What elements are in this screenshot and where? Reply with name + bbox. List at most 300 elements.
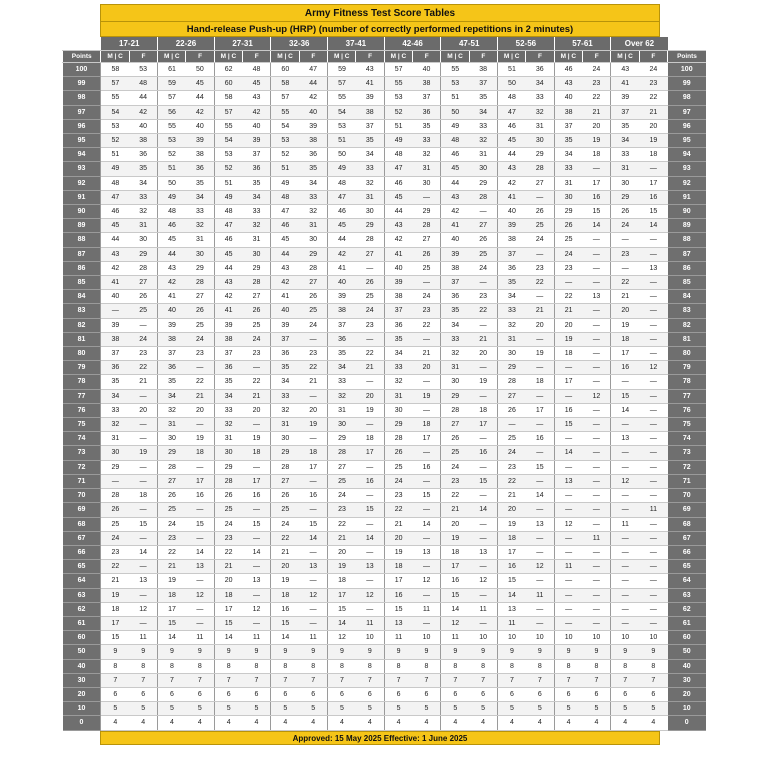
male-value-cell: 23 [101, 545, 129, 559]
male-value-cell: 33 [611, 148, 639, 162]
female-value-cell: — [583, 375, 611, 389]
male-value-cell: 21 [498, 489, 526, 503]
points-cell-left: 20 [63, 687, 101, 701]
table-subtitle: Hand-release Push-up (HRP) (number of correctly performed repetitions in 2 minutes) [100, 21, 660, 37]
female-value-cell: 20 [583, 119, 611, 133]
female-value-cell: 16 [243, 489, 271, 503]
male-value-cell: 39 [271, 318, 299, 332]
male-value-cell: 18 [271, 588, 299, 602]
female-value-cell: 19 [469, 375, 497, 389]
male-value-cell: — [611, 503, 639, 517]
female-value-cell: — [526, 190, 554, 204]
points-cell-left: 87 [63, 247, 101, 261]
male-value-cell: 32 [214, 418, 242, 432]
male-value-cell: 42 [384, 233, 412, 247]
male-value-cell: 17 [384, 574, 412, 588]
score-table [62, 37, 706, 731]
male-value-cell: 31 [554, 176, 582, 190]
points-cell-left: 97 [63, 105, 101, 119]
female-value-cell: — [356, 332, 384, 346]
female-value-cell: 31 [299, 219, 327, 233]
female-value-cell: 4 [129, 716, 157, 730]
male-value-cell: 61 [158, 63, 186, 77]
female-value-cell: 36 [299, 148, 327, 162]
female-value-cell: 39 [299, 119, 327, 133]
male-value-cell: 20 [271, 560, 299, 574]
table-row [63, 418, 707, 432]
male-value-cell: 29 [214, 460, 242, 474]
table-row [63, 190, 707, 204]
female-value-cell: 37 [413, 91, 441, 105]
male-value-cell: 37 [384, 304, 412, 318]
male-value-cell: 47 [384, 162, 412, 176]
female-value-cell: 25 [469, 247, 497, 261]
male-value-cell: 30 [101, 446, 129, 460]
points-cell-right: 85 [668, 276, 706, 290]
female-value-cell: 31 [356, 190, 384, 204]
female-value-cell: 38 [469, 63, 497, 77]
male-value-cell: 41 [328, 261, 356, 275]
female-value-cell: 6 [469, 687, 497, 701]
female-value-cell: 14 [186, 545, 214, 559]
female-value-cell: — [639, 560, 667, 574]
male-value-cell: 23 [384, 489, 412, 503]
points-cell-left: 93 [63, 162, 101, 176]
male-value-cell: 43 [271, 261, 299, 275]
female-value-cell: 11 [186, 631, 214, 645]
male-value-cell: 32 [441, 347, 469, 361]
female-value-cell: — [186, 361, 214, 375]
male-value-cell: 5 [554, 702, 582, 716]
male-value-cell: 34 [554, 148, 582, 162]
male-value-cell: 27 [441, 418, 469, 432]
female-value-cell: — [583, 162, 611, 176]
female-value-cell: 20 [526, 318, 554, 332]
female-value-cell: 14 [129, 545, 157, 559]
female-value-cell: 7 [526, 673, 554, 687]
female-value-cell: 48 [243, 63, 271, 77]
female-value-cell: 16 [186, 489, 214, 503]
female-value-cell: 23 [243, 347, 271, 361]
points-cell-left: 74 [63, 432, 101, 446]
male-value-cell: 8 [214, 659, 242, 673]
female-value-cell: 33 [186, 205, 214, 219]
female-value-cell: — [129, 503, 157, 517]
female-value-cell: — [639, 347, 667, 361]
female-value-cell: 37 [243, 148, 271, 162]
female-value-cell: 34 [299, 176, 327, 190]
female-value-cell: 34 [129, 176, 157, 190]
points-cell-right: 80 [668, 347, 706, 361]
points-cell-right: 68 [668, 517, 706, 531]
male-value-cell: 28 [384, 432, 412, 446]
female-value-cell: 29 [413, 205, 441, 219]
points-cell-right: 30 [668, 673, 706, 687]
male-value-cell: 45 [498, 134, 526, 148]
female-value-cell: — [186, 418, 214, 432]
male-value-cell: 48 [271, 190, 299, 204]
female-value-cell: 45 [243, 77, 271, 91]
female-value-cell: 47 [299, 63, 327, 77]
male-value-cell: 37 [498, 247, 526, 261]
points-header-right: Points [668, 51, 706, 63]
male-value-cell: 49 [384, 134, 412, 148]
female-value-cell: 13 [129, 574, 157, 588]
female-value-cell: — [186, 531, 214, 545]
female-value-cell: 19 [186, 432, 214, 446]
female-value-cell: — [583, 616, 611, 630]
female-value-cell: — [583, 602, 611, 616]
female-value-cell: — [469, 432, 497, 446]
male-value-cell: 34 [498, 290, 526, 304]
female-value-cell: — [299, 389, 327, 403]
points-cell-right: 74 [668, 432, 706, 446]
male-value-cell: 51 [101, 148, 129, 162]
male-value-cell: 6 [554, 687, 582, 701]
male-value-cell: 44 [328, 233, 356, 247]
female-value-cell: 12 [526, 560, 554, 574]
age-group-header: 37-41 [328, 37, 385, 51]
male-value-cell: 7 [554, 673, 582, 687]
female-value-cell: 16 [526, 432, 554, 446]
female-value-cell: 31 [129, 219, 157, 233]
male-value-cell: 22 [271, 531, 299, 545]
female-value-cell: 23 [526, 261, 554, 275]
header-blank [63, 37, 101, 51]
male-value-cell: — [611, 616, 639, 630]
female-header: F [356, 51, 384, 63]
female-value-cell: 8 [356, 659, 384, 673]
female-value-cell: 23 [356, 318, 384, 332]
female-value-cell: 28 [356, 233, 384, 247]
male-value-cell: 40 [384, 261, 412, 275]
table-row [63, 716, 707, 730]
male-value-cell: — [611, 531, 639, 545]
male-value-cell: 15 [384, 602, 412, 616]
female-value-cell: 24 [526, 233, 554, 247]
female-value-cell: 21 [469, 332, 497, 346]
male-value-cell: 25 [271, 503, 299, 517]
female-value-cell: 7 [639, 673, 667, 687]
female-value-cell: — [526, 290, 554, 304]
female-value-cell: 12 [583, 389, 611, 403]
male-value-cell: 57 [158, 91, 186, 105]
male-value-cell: 46 [554, 63, 582, 77]
female-value-cell: 17 [356, 446, 384, 460]
female-value-cell: 20 [413, 361, 441, 375]
male-value-cell: 4 [441, 716, 469, 730]
female-value-cell: — [583, 318, 611, 332]
points-cell-right: 88 [668, 233, 706, 247]
male-value-cell: 7 [328, 673, 356, 687]
female-value-cell: — [413, 616, 441, 630]
male-value-cell: 23 [611, 247, 639, 261]
male-value-cell: 40 [101, 290, 129, 304]
female-header: F [299, 51, 327, 63]
points-cell-right: 91 [668, 190, 706, 204]
female-value-cell: — [356, 517, 384, 531]
female-value-cell: — [243, 418, 271, 432]
male-value-cell: 8 [441, 659, 469, 673]
female-value-cell: 32 [356, 176, 384, 190]
male-value-cell: 34 [328, 361, 356, 375]
female-value-cell: 5 [639, 702, 667, 716]
male-value-cell: 9 [384, 645, 412, 659]
female-value-cell: 29 [526, 148, 554, 162]
points-cell-right: 72 [668, 460, 706, 474]
male-value-cell: 21 [384, 517, 412, 531]
points-cell-right: 87 [668, 247, 706, 261]
male-value-cell: 30 [158, 432, 186, 446]
female-value-cell: 22 [469, 304, 497, 318]
male-value-cell: 4 [158, 716, 186, 730]
table-row [63, 602, 707, 616]
male-value-cell: 23 [328, 503, 356, 517]
female-value-cell: 25 [243, 318, 271, 332]
male-value-cell: 7 [498, 673, 526, 687]
table-row [63, 446, 707, 460]
table-row [63, 119, 707, 133]
female-value-cell: 20 [639, 119, 667, 133]
female-value-cell: — [526, 361, 554, 375]
female-value-cell: 14 [413, 517, 441, 531]
female-value-cell: 6 [526, 687, 554, 701]
female-value-cell: 32 [413, 148, 441, 162]
male-value-cell: — [101, 304, 129, 318]
male-value-cell: 6 [611, 687, 639, 701]
female-value-cell: 30 [129, 233, 157, 247]
male-value-cell: 5 [271, 702, 299, 716]
points-cell-left: 95 [63, 134, 101, 148]
female-value-cell: 14 [299, 531, 327, 545]
points-cell-right: 98 [668, 91, 706, 105]
points-cell-left: 98 [63, 91, 101, 105]
points-cell-right: 75 [668, 418, 706, 432]
male-value-cell: 16 [441, 574, 469, 588]
male-value-cell: 55 [271, 105, 299, 119]
female-value-cell: 22 [583, 91, 611, 105]
points-cell-left: 64 [63, 574, 101, 588]
female-value-cell: 27 [299, 276, 327, 290]
female-value-cell: — [583, 304, 611, 318]
female-value-cell: 36 [186, 162, 214, 176]
male-value-cell: 40 [271, 304, 299, 318]
female-value-cell: 18 [356, 432, 384, 446]
female-value-cell: 31 [526, 119, 554, 133]
male-value-cell: 21 [554, 304, 582, 318]
female-value-cell: 22 [356, 347, 384, 361]
points-cell-right: 84 [668, 290, 706, 304]
male-value-cell: 31 [328, 403, 356, 417]
male-value-cell: 19 [101, 588, 129, 602]
female-value-cell: 7 [299, 673, 327, 687]
female-value-cell: 16 [469, 446, 497, 460]
male-value-cell: 32 [384, 375, 412, 389]
male-value-cell: 37 [441, 276, 469, 290]
female-value-cell: 8 [129, 659, 157, 673]
female-value-cell: 31 [469, 148, 497, 162]
male-value-cell: — [611, 489, 639, 503]
female-value-cell: 8 [583, 659, 611, 673]
male-value-cell: 53 [328, 119, 356, 133]
female-value-cell: 48 [129, 77, 157, 91]
male-value-cell: 54 [214, 134, 242, 148]
female-value-cell: 32 [526, 105, 554, 119]
male-value-cell: 46 [271, 219, 299, 233]
female-value-cell: 10 [526, 631, 554, 645]
female-value-cell: 5 [356, 702, 384, 716]
male-value-cell: 29 [101, 460, 129, 474]
male-value-cell: 7 [611, 673, 639, 687]
table-row [63, 460, 707, 474]
female-value-cell: 6 [356, 687, 384, 701]
male-value-cell: 4 [554, 716, 582, 730]
male-value-cell: 33 [328, 375, 356, 389]
male-value-cell: 55 [101, 91, 129, 105]
male-value-cell: 9 [158, 645, 186, 659]
female-value-cell: 20 [129, 403, 157, 417]
female-value-cell: 5 [526, 702, 554, 716]
male-value-cell: 20 [384, 531, 412, 545]
table-row [63, 673, 707, 687]
male-value-cell: 26 [158, 489, 186, 503]
female-value-cell: 17 [186, 474, 214, 488]
female-value-cell: 31 [413, 162, 441, 176]
male-value-cell: 35 [441, 304, 469, 318]
male-value-cell: 39 [158, 318, 186, 332]
female-value-cell: 21 [299, 375, 327, 389]
points-cell-right: 61 [668, 616, 706, 630]
female-value-cell: 5 [129, 702, 157, 716]
female-value-cell: — [639, 318, 667, 332]
female-value-cell: 24 [356, 304, 384, 318]
female-value-cell: 11 [469, 602, 497, 616]
male-value-cell: 39 [214, 318, 242, 332]
male-value-cell: 44 [214, 261, 242, 275]
male-value-cell: 42 [214, 290, 242, 304]
female-value-cell: 34 [356, 148, 384, 162]
male-value-cell: 47 [498, 105, 526, 119]
points-cell-right: 50 [668, 645, 706, 659]
male-value-cell: 5 [498, 702, 526, 716]
points-cell-left: 90 [63, 205, 101, 219]
female-value-cell: — [526, 418, 554, 432]
female-value-cell: — [583, 432, 611, 446]
female-value-cell: 10 [639, 631, 667, 645]
male-value-cell: 17 [498, 545, 526, 559]
female-value-cell: 15 [469, 474, 497, 488]
male-value-cell: 25 [441, 446, 469, 460]
male-value-cell: 31 [271, 418, 299, 432]
points-cell-right: 97 [668, 105, 706, 119]
female-value-cell: 26 [469, 233, 497, 247]
female-value-cell: — [356, 460, 384, 474]
male-value-cell: 52 [101, 134, 129, 148]
points-cell-left: 78 [63, 375, 101, 389]
male-value-cell: 33 [384, 361, 412, 375]
female-value-cell: 34 [243, 190, 271, 204]
female-value-cell: 35 [469, 91, 497, 105]
female-value-cell: — [526, 531, 554, 545]
female-value-cell: — [639, 616, 667, 630]
male-value-cell: 42 [158, 276, 186, 290]
points-cell-left: 50 [63, 645, 101, 659]
age-group-header: 17-21 [101, 37, 158, 51]
female-value-cell: 26 [186, 304, 214, 318]
male-value-cell: 30 [214, 446, 242, 460]
female-value-cell: — [356, 418, 384, 432]
table-row [63, 276, 707, 290]
male-value-cell: 16 [384, 588, 412, 602]
points-cell-left: 0 [63, 716, 101, 730]
female-value-cell: 30 [243, 247, 271, 261]
male-value-cell: 40 [498, 205, 526, 219]
points-cell-left: 73 [63, 446, 101, 460]
male-value-cell: 32 [271, 403, 299, 417]
male-value-cell: 44 [271, 247, 299, 261]
table-row [63, 631, 707, 645]
male-value-cell: 12 [441, 616, 469, 630]
male-value-cell: 11 [384, 631, 412, 645]
male-value-cell: — [611, 375, 639, 389]
female-value-cell: 6 [243, 687, 271, 701]
male-value-cell: 39 [498, 219, 526, 233]
female-value-cell: — [129, 616, 157, 630]
female-value-cell: — [583, 460, 611, 474]
male-value-cell: 41 [441, 219, 469, 233]
male-value-cell: 57 [328, 77, 356, 91]
female-value-cell: 42 [243, 105, 271, 119]
male-value-cell: 6 [328, 687, 356, 701]
male-value-cell: 42 [328, 247, 356, 261]
female-value-cell: 35 [413, 119, 441, 133]
female-value-cell: 17 [469, 418, 497, 432]
points-cell-left: 91 [63, 190, 101, 204]
female-value-cell: 17 [299, 460, 327, 474]
female-value-cell: 5 [186, 702, 214, 716]
female-value-cell: 5 [243, 702, 271, 716]
male-value-cell: 13 [498, 602, 526, 616]
points-cell-left: 70 [63, 489, 101, 503]
female-value-cell: 32 [129, 205, 157, 219]
male-value-cell: 40 [441, 233, 469, 247]
male-value-cell: 11 [611, 517, 639, 531]
male-value-cell: 26 [214, 489, 242, 503]
female-value-cell: 28 [129, 261, 157, 275]
male-value-cell: 24 [101, 531, 129, 545]
male-value-cell: 18 [441, 545, 469, 559]
female-value-cell: 15 [299, 517, 327, 531]
male-value-cell: 23 [441, 474, 469, 488]
male-value-cell: 19 [441, 531, 469, 545]
female-value-cell: — [299, 602, 327, 616]
female-value-cell: 35 [356, 134, 384, 148]
points-cell-left: 65 [63, 560, 101, 574]
female-value-cell: — [583, 517, 611, 531]
male-value-cell: 12 [611, 474, 639, 488]
female-value-cell: 18 [469, 403, 497, 417]
male-value-cell: 52 [158, 148, 186, 162]
table-row [63, 517, 707, 531]
female-value-cell: 4 [526, 716, 554, 730]
male-value-cell: 18 [101, 602, 129, 616]
male-value-cell: 42 [271, 276, 299, 290]
female-value-cell: 23 [413, 304, 441, 318]
male-value-cell: 14 [328, 616, 356, 630]
female-value-cell: 28 [413, 219, 441, 233]
male-combat-header: M | C [611, 51, 639, 63]
female-value-cell: — [413, 276, 441, 290]
